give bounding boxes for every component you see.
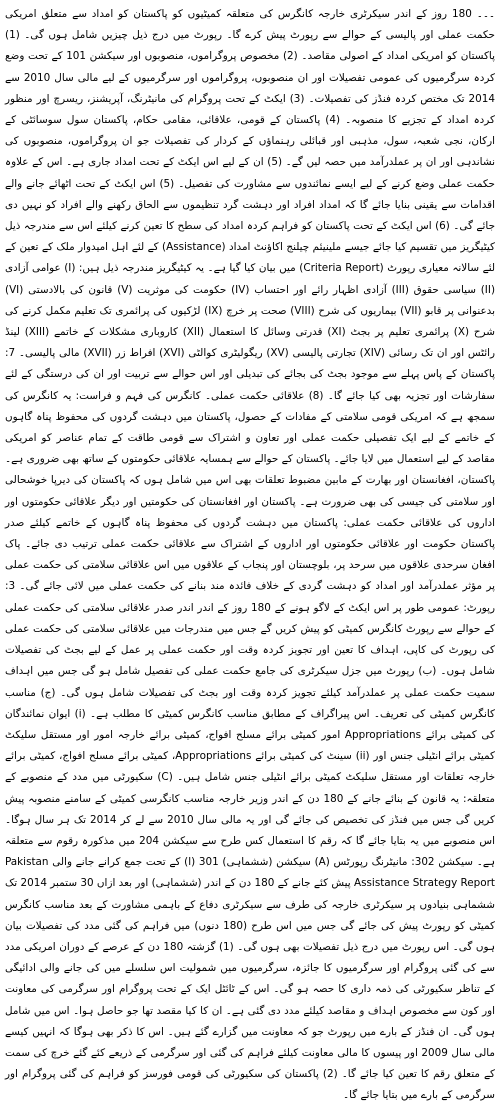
article-body-text: ۔۔۔ 180 روز کے اندر سیکرٹری خارجہ کانگرس کی متعلقہ کمیٹیوں کو پاکستان کو امداد سے متعلق امریکی حکمت عملی اور پالیسی کے حوالے سے رپورٹ پیش کرے گا۔ رپورٹ میں درج ذیل چیزیں شامل ہوں گی۔ (1) پاکستان کو امریکی امداد کے اصولی مقاصد۔ (2) مخصوص پروگراموں، منصوبوں اور سیکشن 101 کے تحت وضع کردہ سرگرمیوں کی عمومی تفصیلات اور ان منصوبوں، پروگراموں اور سرگرمیوں کے لیے مالی سال 2010 سے 2014 تک مختص کردہ فنڈز کی تفصیلات۔ (3) ایکٹ کے تحت پروگرام کی مانیٹرنگ، آپریشنز، ریسرچ اور منظور کردہ امداد کے تجزیے کا منصوبہ۔ (4) پاکستان کے قومی، علاقائی، مقامی حکام، پاکستان سول سوسائٹی کے ارکان، نجی شعبہ، سول، مذہبی اور قبائلی رہنماؤں کے کردار کی تفصیلات جو ان پروگراموں، منصوبوں کی نشاندہی اور ان پر عملدرآمد میں حصہ لیں گے۔ (5) ان کے لیے اس ایکٹ کے تحت امداد جاری ہے۔ اس کے علاوہ حکمت عملی وضع کرنے کے لیے ایسے نمائندوں سے مشاورت کی تفصیل۔ (5) اس ایکٹ کے تحت اٹھائے جانے والے اقدامات سے یقینی بنایا جائے گا کہ امداد افراد اور دہشت گرد تنظیموں سے الحاق رکھنے والے افراد کو نہیں دی جائے گی۔ (6) اس ایکٹ کے تحت پاکستان کو فراہم کردہ امداد کی سطح کا تعین کرنے کیلئے اس سے مندرجہ ذیل کیٹیگریز میں تقسیم کیا جائے جیسے ملینیئم چیلنج اکاؤنٹ امداد (Assistance) کے لئے اہل امیدوار ملک کے تعین کے لئے سالانہ معیاری رپورٹ (Criteria Report) میں بیان کیا گیا ہے۔ یہ کیٹیگریز مندرجہ ذیل ہیں: (I) عوامی آزادی (II) سیاسی حقوق (III) آزادی اظہار رائے اور احتساب (IV) حکومت کی موثریت (V) قانون کی بالادستی (VI) بدعنوانی پر قابو (VII) بیماریوں کی شرح (VIII) صحت پر خرچ (IX) لڑکیوں کی پرائمری تک تعلیم مکمل کرنے کی شرح (X) پرائمری تعلیم پر بجٹ (XI) قدرتی وسائل کا استعمال (XII) کاروباری مشکلات کے خاتمے (XIII) لینڈ رائٹس اور ان تک رسائی (XIV) تجارتی پالیسی (XV) ریگولیٹری کوالٹی (XVI) افراط زر (XVII) مالی پالیسی۔ 7: پاکستان کے پاس پہلے سے موجود بجٹ کی بجائے کی تبدیلی اور اس حوالے سے تربیت اور ان کی درستگی کے لئے سفارشات اور تجزیہ بھی کیا جائے گا۔ (8) علاقائی حکمت عملی۔ کانگرس کی فہم و فراست: یہ کانگرس کی سمجھ ہے کہ امریکی قومی سلامتی کے مفادات کے حصول، پاکستان میں دہشت گردوں کی محفوظ پناہ گاہوں کے خاتمے کے لیے ایک تفصیلی حکمت عملی اور تعاون و اشتراک سے قومی طاقت کے تمام عناصر کو امریکی مقاصد کے لیے استعمال میں لایا جائے۔ پاکستان کے حوالے سے ہمسایہ علاقائی حکومتوں کے ساتھ بھی ضروری ہے۔ پاکستان، افغانستان اور بھارت کے مابین مضبوط تعلقات بھی اس میں شامل ہوں کہ پاکستان کی دیرپا خوشحالی اور سلامتی کی جیسی کی بھی ضرورت ہے۔ پاکستان اور افغانستان کی حکومتیں اور دیگر علاقائی حکومتوں اور اداروں کی علاقائی حکمت عملی: پاکستان میں دہشت گردوں کی محفوظ پناہ گاہوں کے خاتمے کیلئے صدر پاکستان حکومت اور علاقائی حکومتوں اور اداروں کے اشتراک سے علاقائی حکمت عملی ترتیب دی جائے۔ پاک افغان سرحدی علاقوں میں سرحد پر، بلوچستان اور پنجاب کے علاقوں میں اس علاقائی سلامتی کی حکمت عملی پر مؤثر عملدرآمد اور امداد کو دہشت گردی کے خلاف فائدہ مند بنانے کی حکمت عملی میں لائی جائے گی۔ 3: رپورٹ: عمومی طور پر اس ایکٹ کے لاگو ہونے کے 180 روز کے اندر اندر صدر علاقائی سلامتی کی حکمت عملی کے حوالے سے رپورٹ کانگرس کمیٹی کو پیش کریں گے جس میں مندرجات میں علاقائی سلامتی کی حکمت عملی کی رپورٹ کی کاپی، اہداف کا تعین اور تجویز کردہ وقت اور حکمت عملی پر عمل کے لیے بجٹ کی تفصیلات شامل ہوں۔ (ب) رپورٹ میں جزل سیکرٹری کی جامع حکمت عملی کی تفصیل شامل ہو گی جس میں اہداف سمیت حکمت عملی پر عملدرآمد کیلئے تجویز کردہ وقت اور بجٹ کی تفصیلات شامل ہوں گی۔ (ج) مناسب کانگرس کمیٹی کی تعریف۔ اس پیراگراف کے مطابق مناسب کانگرس کمیٹی کا مطلب ہے۔ (i) ایوان نمائندگان کی کمیٹی برائے Appropriations امور کمیٹی برائے مسلح افواج، کمیٹی برائے خارجہ امور اور مستقل سلیکٹ کمیٹی برائے انٹیلی جنس اور (ii) سینٹ کی کمیٹی برائے Appropriations، کمیٹی برائے مسلح افواج، کمیٹی برائے خارجہ تعلقات اور مستقل سلیکٹ کمیٹی برائے انٹیلی جنس شامل ہیں۔ (C) سکیورٹی میں مدد کے منصوبے کے متعلقہ: یہ قانون کے بنائے جانے کے 180 دن کے اندر وزیر خارجہ مناسب کانگرسی کمیٹی کے سامنے منصوبہ پیش کریں گی جس میں فنڈز کی تخصیص کی جائے گی اور یہ مالی سال 2010 سے لے کر 2014 تک ہر سال ہوگا۔ اس منصوبے میں یہ بتایا جائے گا کہ رقم کا استعمال کس طرح سے سیکشن 204 میں مذکورہ رقوم سے متعلقہ ہے۔ سیکشن 302: مانیٹرنگ رپورٹس (A) سیکشن (ششماہی) 301 (ا) کے تحت جمع کرانے جانے والی Pakistan Assistance Strategy Report پیش کئے جانے کے 180 دن کے اندر (ششماہی) اور بعد ازاں 30 ستمبر 2014 تک ششماہی بنیادوں پر سیکرٹری خارجہ کی طرف سے سیکرٹری دفاع کے باہمی مشاورت کے بعد مناسب کانگرس کمیٹی کو رپورٹ پیش کی جائے گی جس میں اس طرح (180 دنوں) میں فراہم کی گئی مدد کی تفصیلات بیان ہوں گی۔ اس رپورٹ میں درج ذیل تفصیلات بھی ہوں گی۔ (1) گزشتہ 180 دن کے عرصے کے دوران امریکی مدد سے کی گئی پروگرام اور سرگرمیوں کا جائزہ، سرگرمیوں میں شمولیت اس سلسلے میں کی جانے والی ادائیگی کے تناظر سکیورٹی کی ذمہ داری کا حصہ ہو گی۔ اس کے ٹائٹل ایک کے تحت پروگرام اور سرگرمی کی معاونت اور کون سے مخصوص اہداف و مقاصد کیلئے مدد دی گئی ہے۔ ان کا کیا مقصد تھا جو حاصل ہوا۔ اس میں شامل ہوں گی۔ ان فنڈز کے بارے میں رپورٹ جو کہ معاونت میں گزارے گئے ہیں۔ اس کا ذکر بھی ہوگا کہ انہیں کیسے مالی سال 2009 اور پیسوں کا مالی معاونت کیلئے فراہم کی گئی اور سرگرمی کے ذریعے کئے گئے خرچ کی سمت کے متعلق رقم کا تعین کیا جائے گا۔ (2) پاکستان کی سکیورٹی کی قومی فورسز کو فراہم کی گئی پروگرام اور سرگرمی کے بارے میں بتایا جائے گا۔ xyxy=(5,8,496,1102)
